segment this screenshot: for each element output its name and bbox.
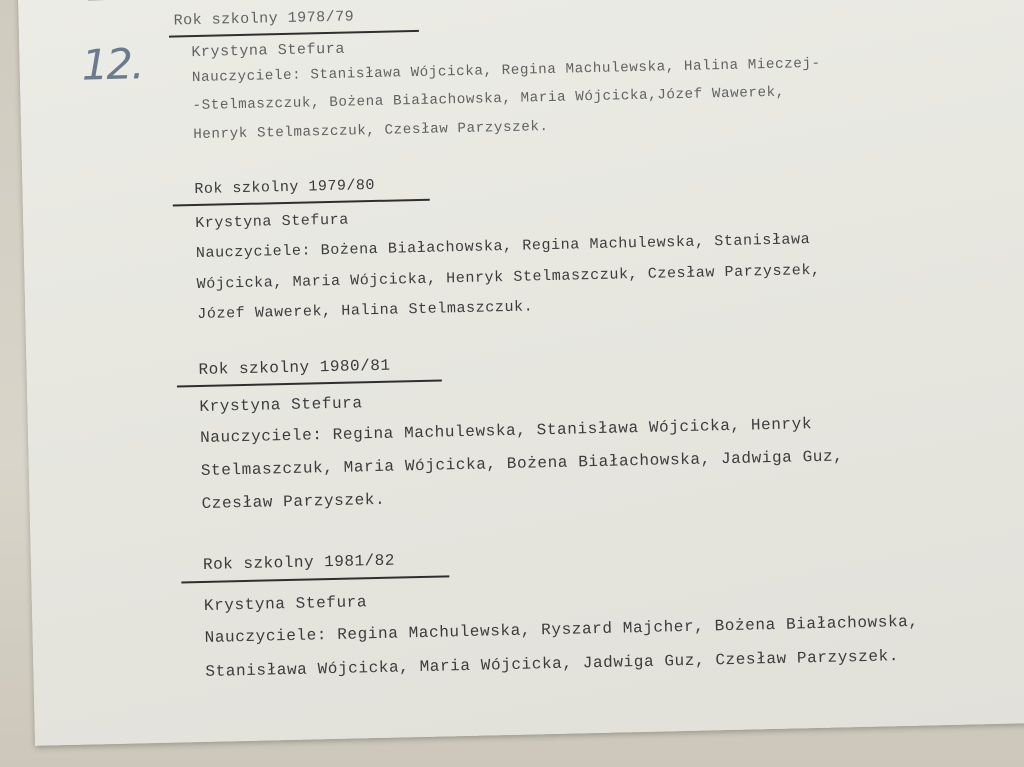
teachers-line: Stanisława Wójcicka, Maria Wójcicka, Jadwiga Guz, Czesław Parzyszek. (205, 647, 900, 681)
heading-underline (177, 379, 442, 387)
teachers-line: Nauczyciele: Regina Machulewska, Ryszard Majcher, Bożena Białachowska, (204, 612, 919, 647)
handwritten-page-number: 12. (81, 39, 143, 90)
heading-underline (169, 30, 419, 38)
teachers-line: Henryk Stelmaszczuk, Czesław Parzyszek. (193, 118, 549, 144)
teachers-line: Nauczyciele: Bożena Białachowska, Regina Machulewska, Stanisława (195, 231, 811, 263)
teachers-line: Józef Wawerek, Halina Stelmaszczuk. (197, 298, 534, 324)
teachers-line: Czesław Parzyszek. (201, 490, 386, 513)
director-name: Krystyna Stefura (199, 394, 363, 416)
teachers-line: -Stelmaszczuk, Bożena Białachowska, Maria Wójcicka,Józef Wawerek, (192, 84, 786, 115)
section-heading: Rok szkolny 1978/79 (173, 8, 355, 30)
heading-underline (173, 199, 430, 207)
document-page (18, 0, 1024, 746)
section-heading: Rok szkolny 1980/81 (198, 356, 391, 379)
teachers-line: Stelmaszczuk, Maria Wójcicka, Bożena Białachowska, Jadwiga Guz, (200, 447, 844, 480)
teachers-line: Nauczyciele: Regina Machulewska, Stanisława Wójcicka, Henryk (199, 415, 813, 447)
director-name: Krystyna Stefura (195, 211, 350, 233)
heading-underline (181, 575, 449, 583)
section-heading: Rok szkolny 1979/80 (194, 176, 376, 199)
director-name: Krystyna Stefura (203, 593, 368, 615)
teachers-line: Nauczyciele: Stanisława Wójcicka, Regina Machulewska, Halina Mieczej- (191, 55, 821, 87)
teachers-line: Wójcicka, Maria Wójcicka, Henryk Stelmaszczuk, Czesław Parzyszek, (196, 261, 821, 294)
section-heading: Rok szkolny 1981/82 (202, 551, 396, 574)
director-name: Krystyna Stefura (191, 40, 346, 62)
